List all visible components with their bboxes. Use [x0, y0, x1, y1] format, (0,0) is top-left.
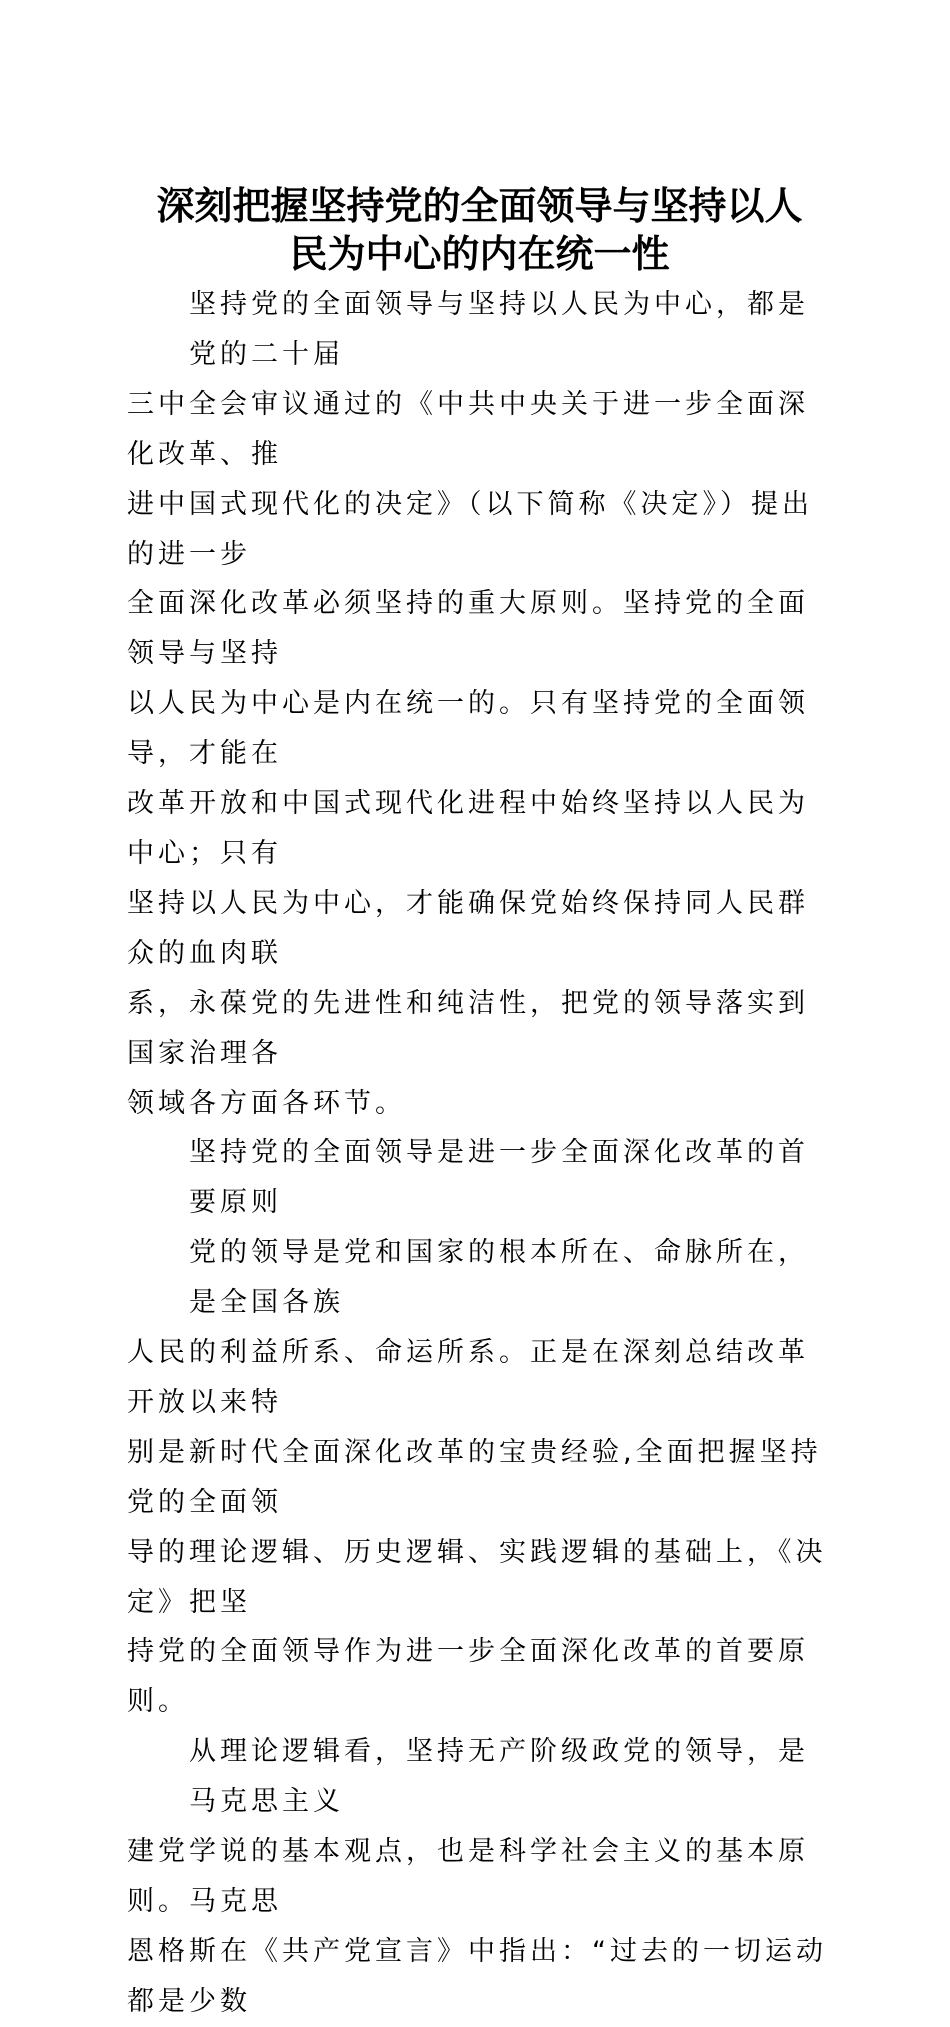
text-line: 三中全会审议通过的《中共中央关于进一步全面深化改革、推 — [127, 388, 809, 470]
text-line: 改革开放和中国式现代化进程中始终坚持以人民为中心；只有 — [127, 788, 809, 869]
document-title — [127, 182, 832, 278]
text-line: 系，永葆党的先进性和纯洁性，把党的领导落实到国家治理各 — [127, 987, 809, 1069]
document-body — [127, 280, 832, 2027]
text-line: 持党的全面领导作为进一步全面深化改革的首要原则。 — [127, 1636, 809, 1718]
paragraph — [127, 280, 832, 1128]
text-line: 导的理论逻辑、历史逻辑、实践逻辑的基础上，《决定》把坚 — [127, 1536, 827, 1618]
paragraph — [127, 1727, 832, 2026]
text-line: 以人民为中心是内在统一的。只有坚持党的全面领导，才能在 — [127, 688, 809, 770]
text-line: 全面深化改革必须坚持的重大原则。坚持党的全面领导与坚持 — [127, 588, 809, 670]
text-line: 从理论逻辑看，坚持无产阶级政党的领导，是马克思主义 — [189, 1736, 809, 1818]
text-line: 人民的利益所系、命运所系。正是在深刻总结改革开放以来特 — [127, 1337, 809, 1418]
text-line: 恩格斯在《共产党宣言》中指出：“过去的一切运动都是少数 — [127, 1935, 827, 2017]
paragraph — [127, 1228, 832, 1727]
text-line: 建党学说的基本观点，也是科学社会主义的基本原则。马克思 — [127, 1836, 809, 1917]
text-line: 坚持以人民为中心，才能确保党始终保持同人民群众的血肉联 — [127, 887, 809, 969]
text-line: 进中国式现代化的决定》（以下简称《决定》）提出的进一步 — [127, 488, 813, 570]
text-line: 坚持党的全面领导与坚持以人民为中心，都是党的二十届 — [189, 289, 809, 370]
section-heading — [127, 1128, 832, 1228]
text-line: 党的领导是党和国家的根本所在、命脉所在，是全国各族 — [189, 1237, 809, 1319]
title-line: 民为中心的内在统一性 — [289, 232, 670, 276]
text-line: 坚持党的全面领导是进一步全面深化改革的首要原则 — [189, 1137, 809, 1219]
title-line: 深刻把握坚持党的全面领导与坚持以人 — [156, 184, 803, 228]
text-line: 别是新时代全面深化改革的宝贵经验,全面把握坚持党的全面领 — [127, 1436, 822, 1518]
text-line: 领域各方面各环节。 — [127, 1087, 406, 1119]
